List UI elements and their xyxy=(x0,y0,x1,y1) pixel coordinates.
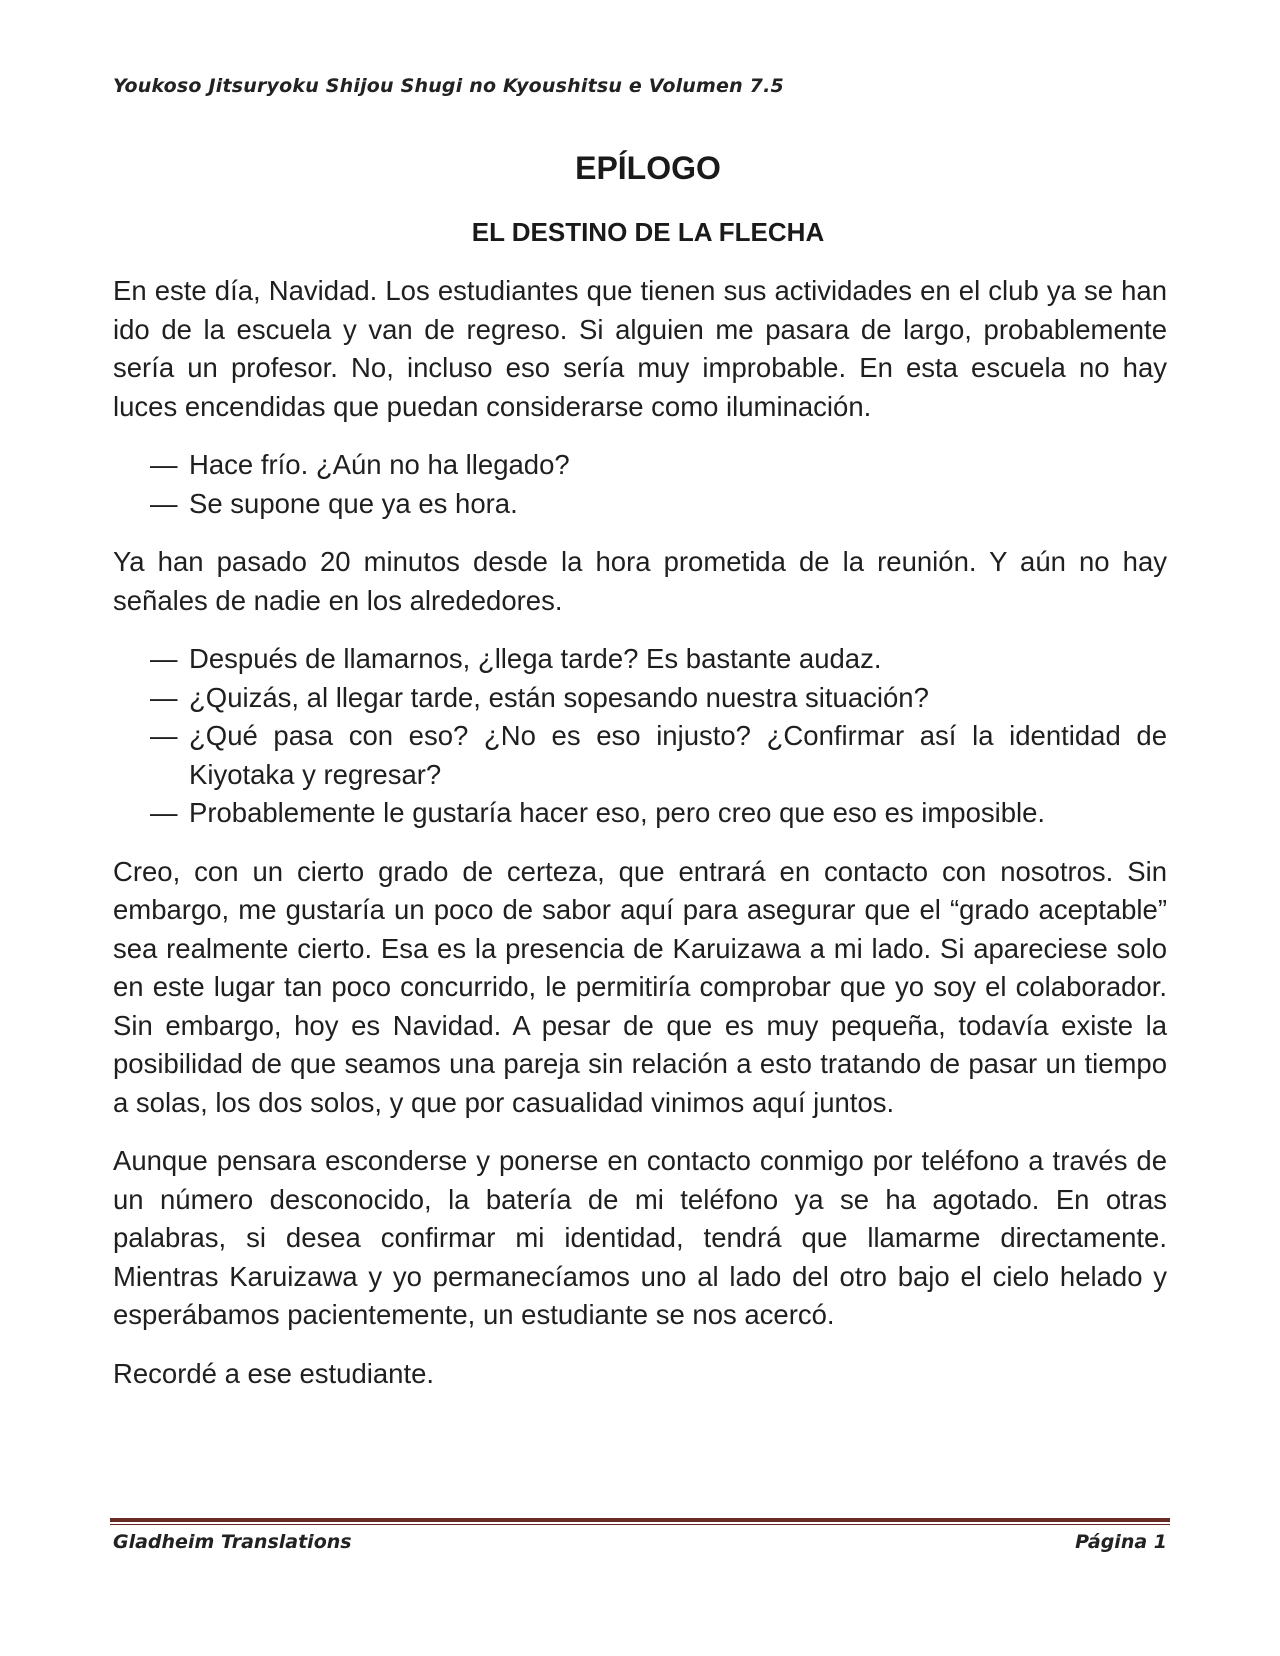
dialogue-dash: — xyxy=(150,797,178,828)
paragraph: Ya han pasado 20 minutos desde la hora prometida de la reunión. Y aún no hay señales de nadie en los alrededores. xyxy=(113,546,1167,616)
dialogue-block xyxy=(113,446,1167,523)
dialogue-text: ¿Qué pasa con eso? ¿No es eso injusto? ¿Confirmar así la identidad de Kiyotaka y regresar? xyxy=(189,720,1167,790)
body-text xyxy=(113,272,1167,1413)
dialogue-dash: — xyxy=(150,449,178,480)
dialogue-text: Probablemente le gustaría hacer eso, pero creo que eso es imposible. xyxy=(189,797,1046,828)
dialogue-line xyxy=(113,485,1167,524)
paragraph: En este día, Navidad. Los estudiantes que tienen sus actividades en el club ya se han ido de la escuela y van de regreso. Si alguien me pasara de largo, probablemente sería un profesor. No, incluso eso sería muy improbable. En esta escuela no hay luces encendidas que puedan considerarse como iluminación. xyxy=(113,275,1167,422)
dialogue-text: Hace frío. ¿Aún no ha llegado? xyxy=(189,449,570,480)
paragraph: Recordé a ese estudiante. xyxy=(113,1357,435,1389)
paragraph: Aunque pensara esconderse y ponerse en contacto conmigo por teléfono a través de un número desconocido, la batería de mi teléfono ya se ha agotado. En otras palabras, si desea confirmar mi identidad, tendrá que llamarme directamente. Mientras Karuizawa y yo permanecíamos uno al lado del otro bajo el cielo helado y esperábamos pacientemente, un estudiante se nos acercó. xyxy=(113,1145,1167,1330)
dialogue-block xyxy=(113,640,1167,833)
dialogue-line xyxy=(113,679,1167,718)
dialogue-dash: — xyxy=(150,487,178,519)
dialogue-dash: — xyxy=(150,681,178,713)
dialogue-line xyxy=(113,640,1167,679)
dialogue-dash: — xyxy=(150,643,178,674)
dialogue-text: Después de llamarnos, ¿llega tarde? Es bastante audaz. xyxy=(189,643,882,674)
dialogue-text: Se supone que ya es hora. xyxy=(189,487,518,519)
chapter-subtitle: EL DESTINO DE LA FLECHA xyxy=(471,217,825,247)
footer-rule-thin xyxy=(110,1524,1170,1525)
dialogue-line xyxy=(113,717,1167,794)
chapter-title: EPÍLOGO xyxy=(575,150,721,186)
running-header: Youkoso Jitsuryoku Shijou Shugi no Kyoushitsu e Volumen 7.5 xyxy=(113,75,784,97)
footer-translator: Gladheim Translations xyxy=(113,1531,352,1553)
dialogue-line xyxy=(113,794,1167,833)
footer-rule xyxy=(110,1518,1170,1522)
paragraph: Creo, con un cierto grado de certeza, que entrará en contacto con nosotros. Sin embargo, me gustaría un poco de sabor aquí para asegurar que el “grado aceptable” sea realmente cierto. Esa es la presencia de Karuizawa a mi lado. Si apareciese solo en este lugar tan poco concurrido, le permitiría comprobar que yo soy el colaborador. Sin embargo, hoy es Navidad. A pesar de que es muy pequeña, todavía existe la posibilidad de que seamos una pareja sin relación a esto tratando de pasar un tiempo a solas, los dos solos, y que por casualidad vinimos aquí juntos. xyxy=(113,855,1167,1118)
dialogue-line xyxy=(113,446,1167,485)
dialogue-text: ¿Quizás, al llegar tarde, están sopesando nuestra situación? xyxy=(189,681,929,713)
dialogue-dash: — xyxy=(150,720,178,751)
footer-page-number: Página 1 xyxy=(1075,1531,1167,1553)
